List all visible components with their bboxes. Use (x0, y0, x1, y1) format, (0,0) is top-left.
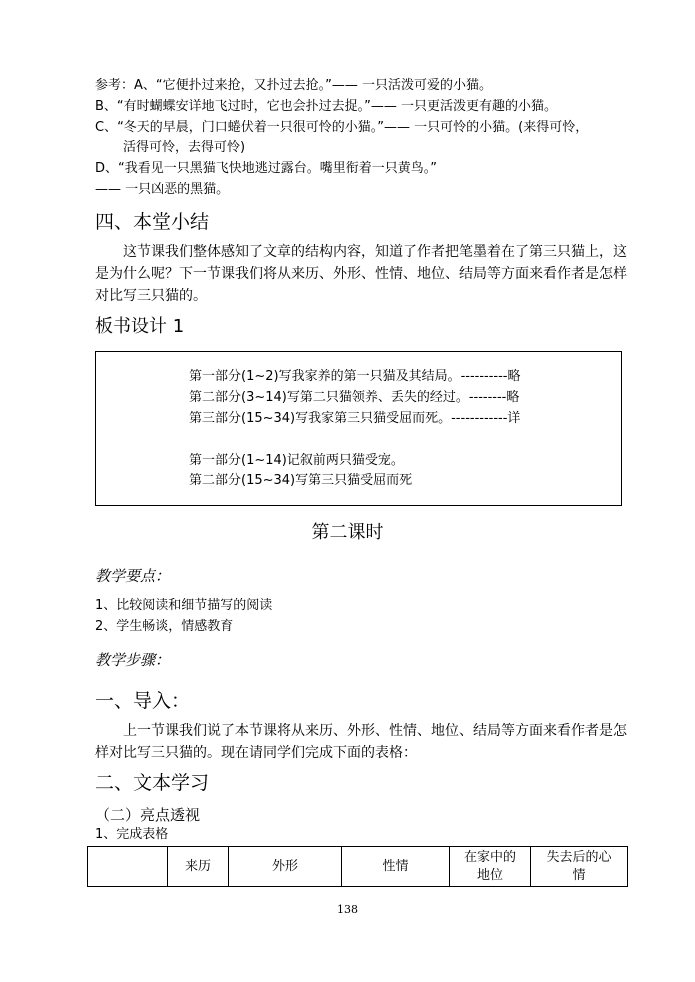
table-header-cell: 性情 (342, 847, 450, 887)
reference-c-line2: 活得可怜，去得可怜) (123, 140, 246, 155)
intro-heading: 一、导入： (95, 690, 191, 712)
table-header-cell: 来历 (168, 847, 229, 887)
highlight-subheading: （二）亮点透视 (95, 806, 201, 824)
key-point-2: 2、学生畅谈，情感教育 (95, 619, 234, 634)
lesson-title: 第二课时 (311, 522, 384, 543)
table-header-cell: 外形 (229, 847, 342, 887)
key-point-1: 1、比较阅读和细节描写的阅读 (95, 598, 273, 613)
reference-d-line2: —— 一只凶恶的黑猫。 (95, 182, 230, 197)
table-header-cell: 失去后的心情 (531, 847, 628, 887)
task-label: 1、完成表格 (95, 827, 169, 842)
comparison-table (87, 846, 628, 887)
reference-a: 参考：A、“它便扑过来抢，又扑过去抢。”—— 一只活泼可爱的小猫。 (95, 78, 492, 93)
table-header-cell: 在家中的地位 (450, 847, 531, 887)
board-heading: 板书设计 1 (95, 316, 185, 337)
table-header-row (88, 847, 628, 887)
summary-line-2: 是为什么呢？下一节课我们将从来历、外形、性情、地位、结局等方面来看作者是怎样 (95, 266, 627, 282)
reference-d-line1: D、“我看见一只黑猫飞快地逃过露台。嘴里衔着一只黄鸟。” (95, 161, 437, 176)
reference-c-line1: C、“冬天的早晨，门口蜷伏着一只很可怜的小猫。”—— 一只可怜的小猫。(来得可怜， (95, 120, 589, 135)
intro-line-2: 样对比写三只猫的。现在请同学们完成下面的表格： (95, 745, 417, 761)
reference-b: B、“有时蝴蝶安详地飞过时，它也会扑过去捉。”—— 一只更活泼更有趣的小猫。 (95, 99, 558, 114)
steps-heading: 教学步骤： (95, 651, 171, 669)
text-study-heading: 二、文本学习 (95, 772, 210, 794)
board-line-4: 第一部分(1~14)记叙前两只猫受宠。 (189, 453, 404, 468)
board-line-3: 第三部分(15~34)写我家第三只猫受屈而死。------------详 (189, 411, 521, 426)
page-number: 138 (337, 903, 358, 916)
board-line-1: 第一部分(1~2)写我家养的第一只猫及其结局。----------略 (189, 369, 521, 384)
summary-line-1: 这节课我们整体感知了文章的结构内容，知道了作者把笔墨着在了第三只猫上，这 (123, 244, 627, 260)
table-header-cell (88, 847, 168, 887)
summary-line-3: 对比写三只猫的。 (95, 288, 207, 304)
summary-heading: 四、本堂小结 (95, 211, 210, 233)
intro-line-1: 上一节课我们说了本节课将从来历、外形、性情、地位、结局等方面来看作者是怎 (123, 723, 627, 739)
board-line-5: 第二部分(15~34)写第三只猫受屈而死 (189, 473, 413, 488)
board-line-2: 第二部分(3~14)写第二只猫领养、丢失的经过。--------略 (189, 390, 520, 405)
key-points-heading: 教学要点： (95, 567, 171, 585)
board-design-box (95, 351, 622, 506)
